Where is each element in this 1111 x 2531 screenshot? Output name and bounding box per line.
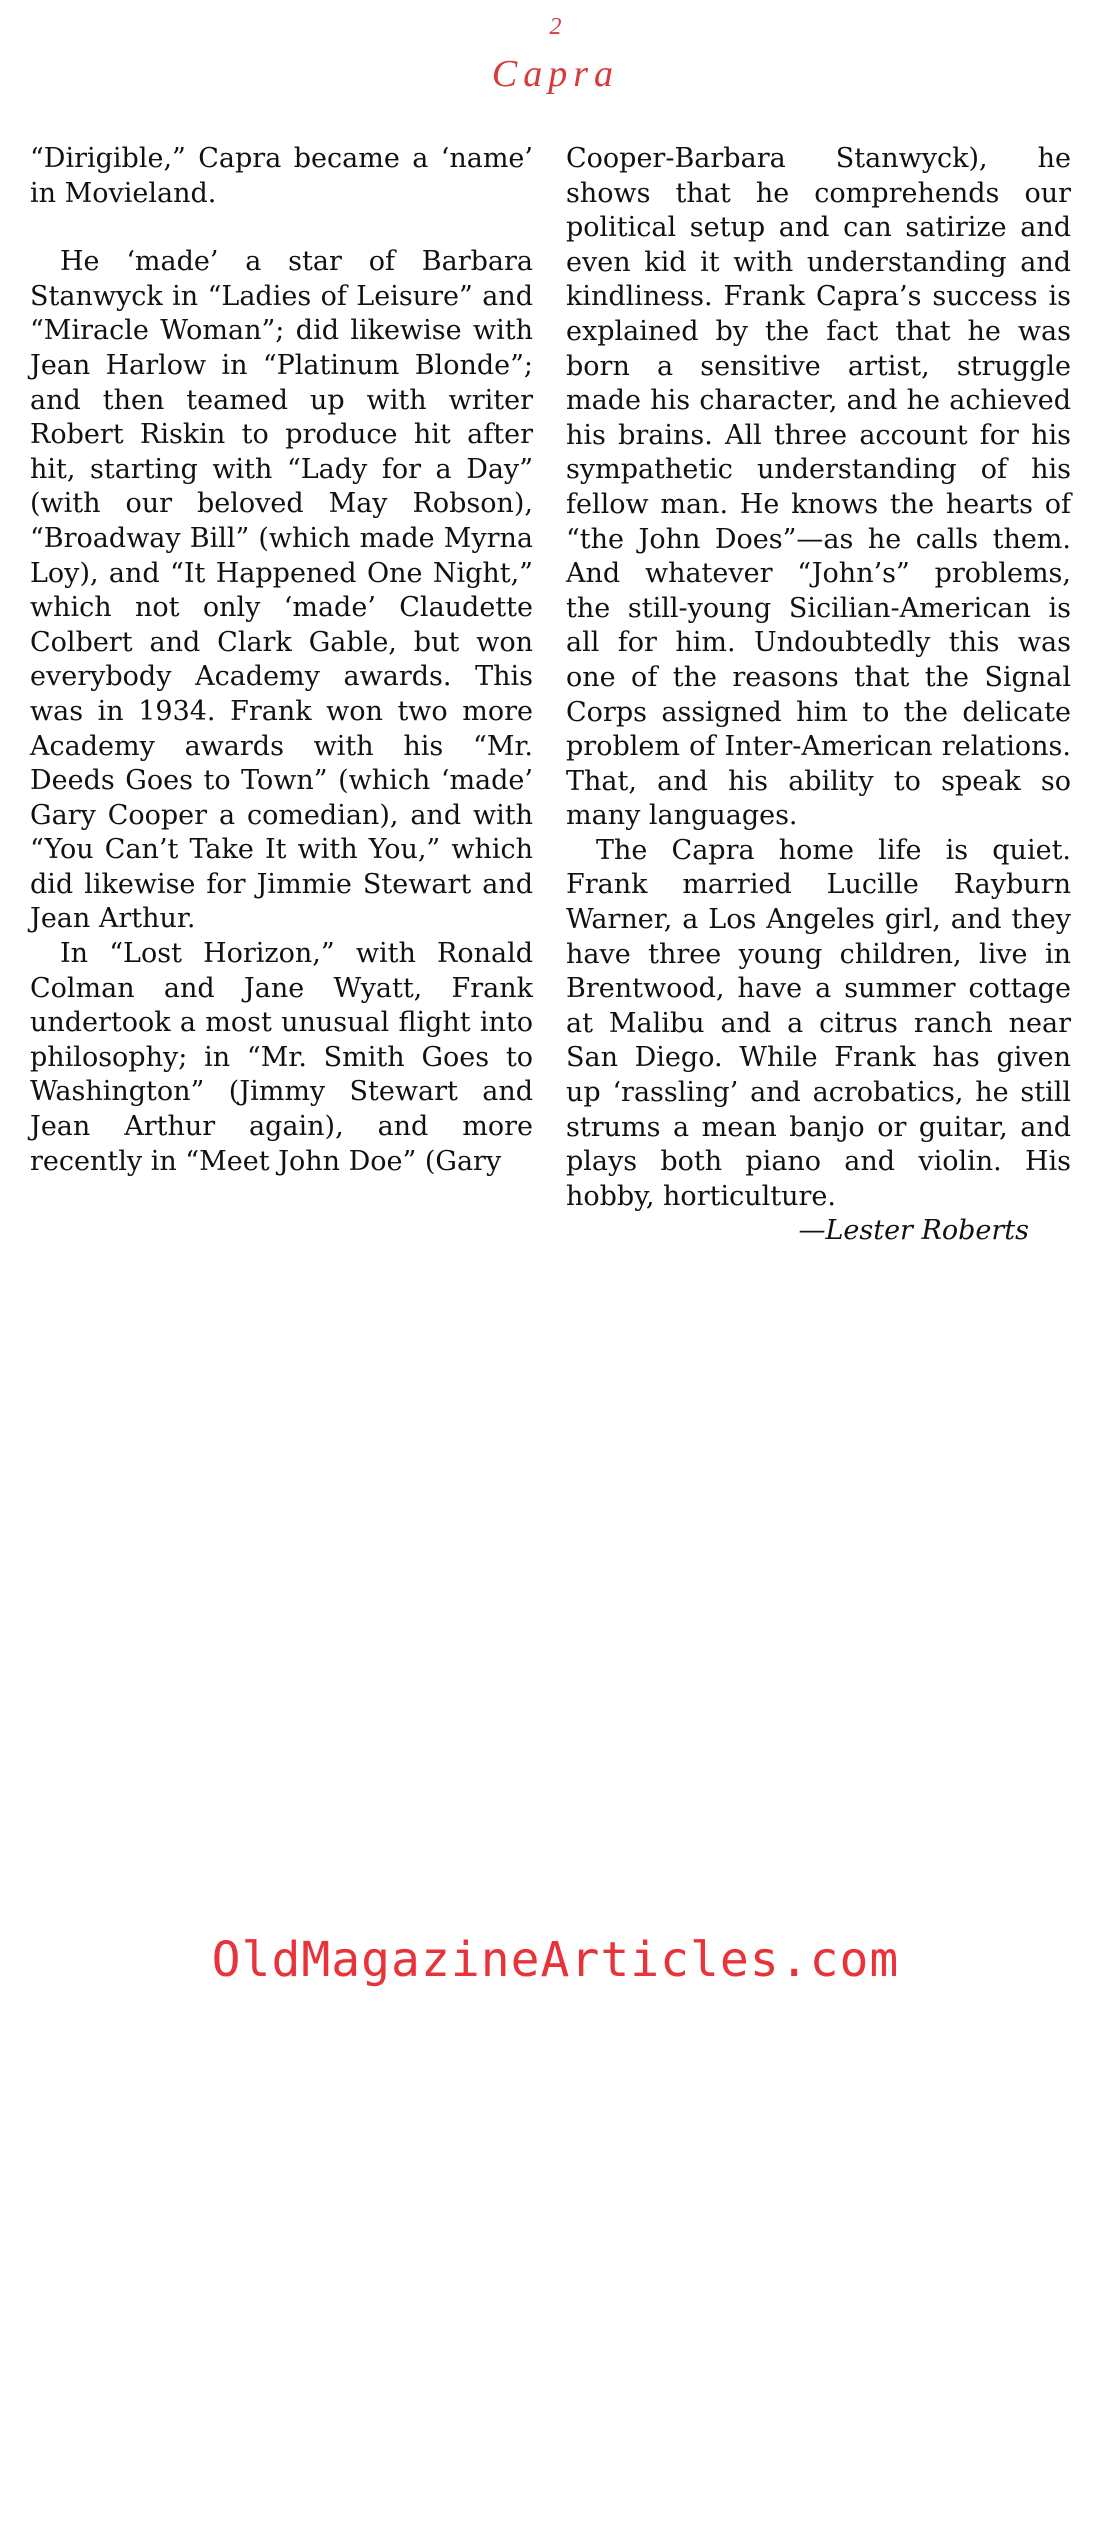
site-watermark: OldMagazineArticles.com [211, 1932, 900, 1988]
left-paragraph-1: “Dirigible,” Capra became a ‘name’ in Movieland. [30, 143, 533, 209]
page-number: 2 [549, 14, 562, 40]
article-left-column [30, 142, 533, 1179]
author-byline: —Lester Roberts [798, 1215, 1029, 1247]
article-right-column [566, 142, 1071, 1249]
article-title: Capra [491, 53, 620, 95]
right-paragraph-1: Cooper-Barbara Stanwyck), he shows that he comprehends our political setup and can satirize and even kid it with understanding and kindliness. Frank Capra’s success is explained by the fact that he was born a sensitive artist, struggle made his character, and he achieved his brains. All three account for his sympathetic understanding of his fellow man. He knows the hearts of “the John Does”—as he calls them. And whatever “John’s” problems, the still-young Sicilian-American is all for him. Undoubtedly this was one of the reasons that the Signal Corps assigned him to the delicate problem of Inter-American relations. That, and his ability to speak so many languages. [566, 143, 1071, 832]
left-paragraph-2: He ‘made’ a star of Barbara Stanwyck in “Ladies of Leisure” and “Miracle Woman”; did likewise with Jean Harlow in “Platinum Blonde”; and then teamed up with writer Robert Riskin to produce hit after hit, starting with “Lady for a Day” (with our beloved May Robson), “Broadway Bill” (which made Myrna Loy), and “It Happened One Night,” which not only ‘made’ Claudette Colbert and Clark Gable, but won everybody Academy awards. This was in 1934. Frank won two more Academy awards with his “Mr. Deeds Goes to Town” (which ‘made’ Gary Cooper a comedian), and with “You Can’t Take It with You,” which did likewise for Jimmie Stewart and Jean Arthur. [30, 246, 533, 935]
left-paragraph-3: In “Lost Horizon,” with Ronald Colman and Jane Wyatt, Frank undertook a most unusual flight into philosophy; in “Mr. Smith Goes to Washington” (Jimmy Stewart and Jean Arthur again), and more recently in “Meet John Doe” (Gary [30, 938, 533, 1177]
right-paragraph-2: The Capra home life is quiet. Frank married Lucille Rayburn Warner, a Los Angeles girl, and they have three young children, live in Brentwood, have a summer cottage at Malibu and a citrus ranch near San Diego. While Frank has given up ‘rassling’ and acrobatics, he still strums a mean banjo or guitar, and plays both piano and violin. His hobby, horticulture. [566, 834, 1071, 1212]
